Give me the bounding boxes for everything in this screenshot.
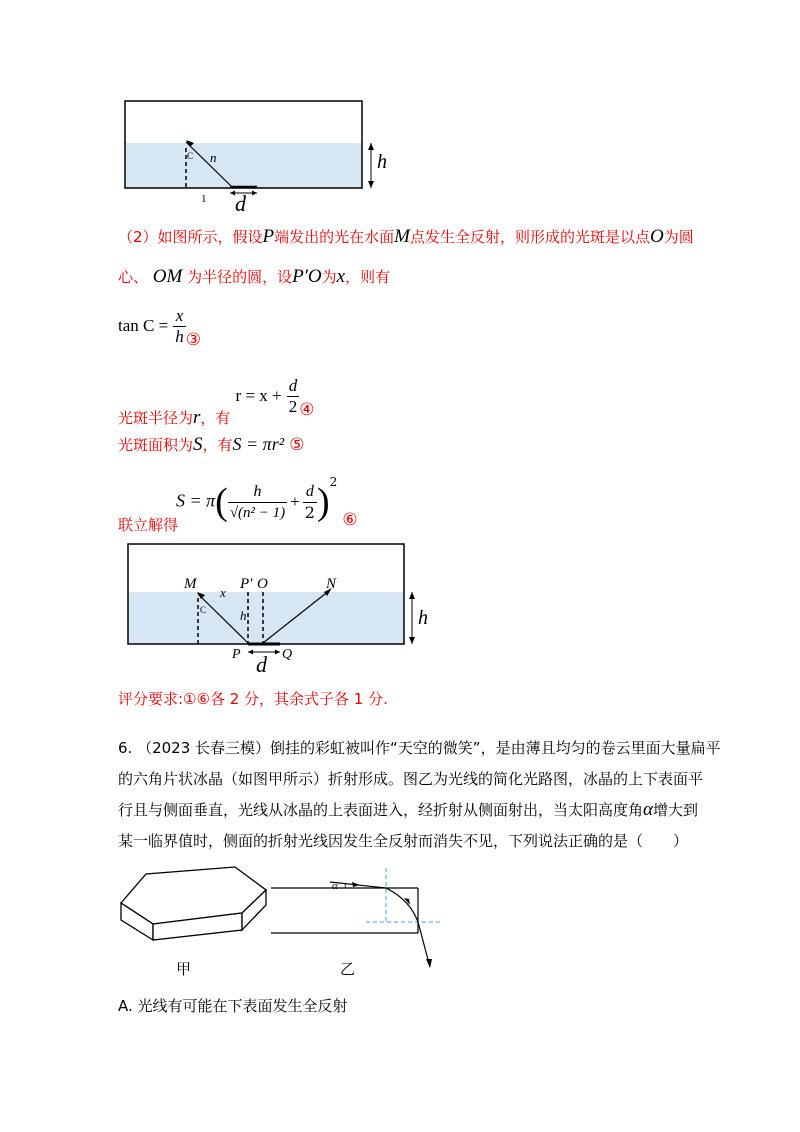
- question-6: [118, 734, 721, 855]
- label-h: h: [418, 607, 428, 629]
- part2-line1: （2）如图所示，假设P端发出的光在水面M点发生全反射，则形成的光斑是以点O为圆: [118, 226, 694, 247]
- label-P-prime: P′: [240, 576, 253, 592]
- q6-line1: 6. （2023 长春三模）倒挂的彩虹被叫作“天空的微笑”，是由薄且均匀的卷云里面大量扁平: [118, 739, 721, 757]
- label-c: C: [187, 151, 194, 161]
- label-yi: 乙: [340, 960, 356, 978]
- label-c: C: [200, 605, 207, 615]
- label-h-inner: h: [240, 608, 247, 623]
- label-1: 1: [201, 193, 207, 205]
- label-h: h: [377, 151, 387, 173]
- part2-line2: 心、 OM 为半径的圆，设P′O为x，则有: [118, 266, 391, 287]
- q6-line2: 的六角片状冰晶（如图甲所示）折射形成。图乙为光线的简化光路图，冰晶的上下表面平: [118, 770, 704, 788]
- label-O: O: [257, 576, 268, 592]
- grading-note: 评分要求:①⑥各 2 分，其余式子各 1 分.: [118, 690, 388, 708]
- option-a: A. 光线有可能在下表面发生全反射: [118, 997, 348, 1015]
- q6-line3: 行且与侧面垂直，光线从冰晶的上表面进入，经折射从侧面射出，当太阳高度角α增大到: [118, 799, 699, 820]
- label-x: x: [220, 585, 226, 600]
- figure-water-tank-1: [120, 96, 410, 216]
- q6-line4: 某一临界值时，侧面的折射光线因发生全反射而消失不见，下列说法正确的是（ ）: [118, 832, 689, 850]
- label-P: P: [232, 647, 241, 662]
- equation-6: 联立解得 S = π( $\frac{h}{\text{√(n² − 1)}}$ + $\frac{d}{2}$ )$^2$ ⑥: [118, 475, 358, 534]
- label-N: N: [326, 576, 337, 592]
- label-d: d: [256, 652, 267, 677]
- label-M: M: [184, 576, 197, 592]
- label-n: n: [210, 150, 217, 165]
- equation-3: tan C = $\frac{x}{h}$ ③: [118, 306, 202, 350]
- equation-5: 光斑面积为S，有S = πr² ⑤: [118, 434, 305, 455]
- label-jia: 甲: [176, 960, 192, 978]
- equation-4: 光斑半径为r，有 r = x + $\frac{d}{2}$ ④: [118, 376, 315, 428]
- label-alpha: α: [332, 880, 338, 892]
- label-Q: Q: [282, 647, 293, 662]
- label-d: d: [235, 191, 246, 216]
- figure-ice-crystal: [118, 860, 458, 980]
- figure-water-tank-2: [122, 540, 442, 680]
